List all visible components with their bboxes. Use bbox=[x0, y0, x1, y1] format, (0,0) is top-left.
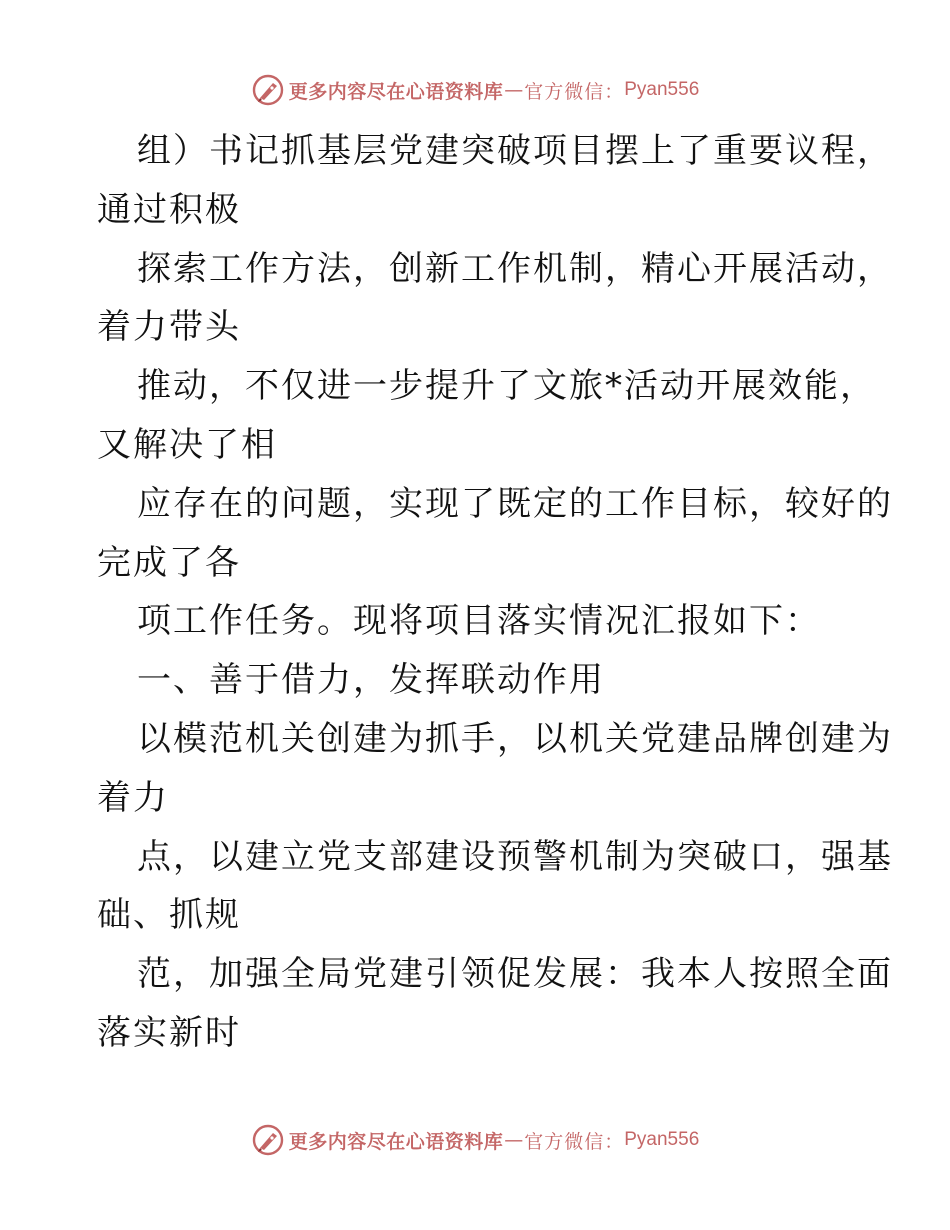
banner-separator: — bbox=[504, 79, 524, 101]
text-line: 组）书记抓基层党建突破项目摆上了重要议程， bbox=[137, 131, 893, 171]
header-banner bbox=[0, 70, 950, 110]
text-line: 项工作任务。现将项目落实情况汇报如下： bbox=[137, 601, 821, 642]
banner-title: 更多内容尽在心语资料库 bbox=[288, 80, 504, 103]
banner-title: 更多内容尽在心语资料库 bbox=[288, 1130, 504, 1153]
text-line: 探索工作方法，创新工作机制，精心开展活动， bbox=[137, 248, 893, 289]
text-line: 又解决了相 bbox=[97, 424, 277, 465]
text-line: 完成了各 bbox=[97, 542, 241, 583]
text-line: 落实新时 bbox=[97, 1012, 241, 1053]
document-body bbox=[97, 122, 893, 1063]
pen-logo-icon bbox=[251, 73, 285, 107]
text-line: 着力带头 bbox=[97, 307, 241, 348]
text-line: 以模范机关创建为抓手，以机关党建品牌创建为 bbox=[137, 718, 893, 759]
text-line: 应存在的问题，实现了既定的工作目标，较好的 bbox=[137, 483, 893, 524]
banner-wechat-id: Pyan556 bbox=[624, 1129, 700, 1150]
text-line: 通过积极 bbox=[97, 189, 241, 230]
text-line: 础、抓规 bbox=[97, 895, 241, 936]
pen-logo-icon bbox=[251, 1123, 285, 1157]
banner-separator: — bbox=[504, 1129, 524, 1151]
banner-wechat-label: 官方微信： bbox=[524, 80, 625, 103]
section-heading: 一、善于借力，发挥联动作用 bbox=[137, 660, 605, 701]
text-line: 推动，不仅进一步提升了文旅*活动开展效能， bbox=[137, 366, 876, 407]
text-line: 着力 bbox=[97, 777, 169, 818]
footer-banner bbox=[0, 1120, 950, 1160]
banner-wechat-label: 官方微信： bbox=[524, 1130, 625, 1153]
text-line: 点，以建立党支部建设预警机制为突破口，强基 bbox=[137, 836, 893, 877]
banner-wechat-id: Pyan556 bbox=[624, 79, 700, 100]
text-line: 范，加强全局党建引领促发展：我本人按照全面 bbox=[137, 954, 893, 995]
